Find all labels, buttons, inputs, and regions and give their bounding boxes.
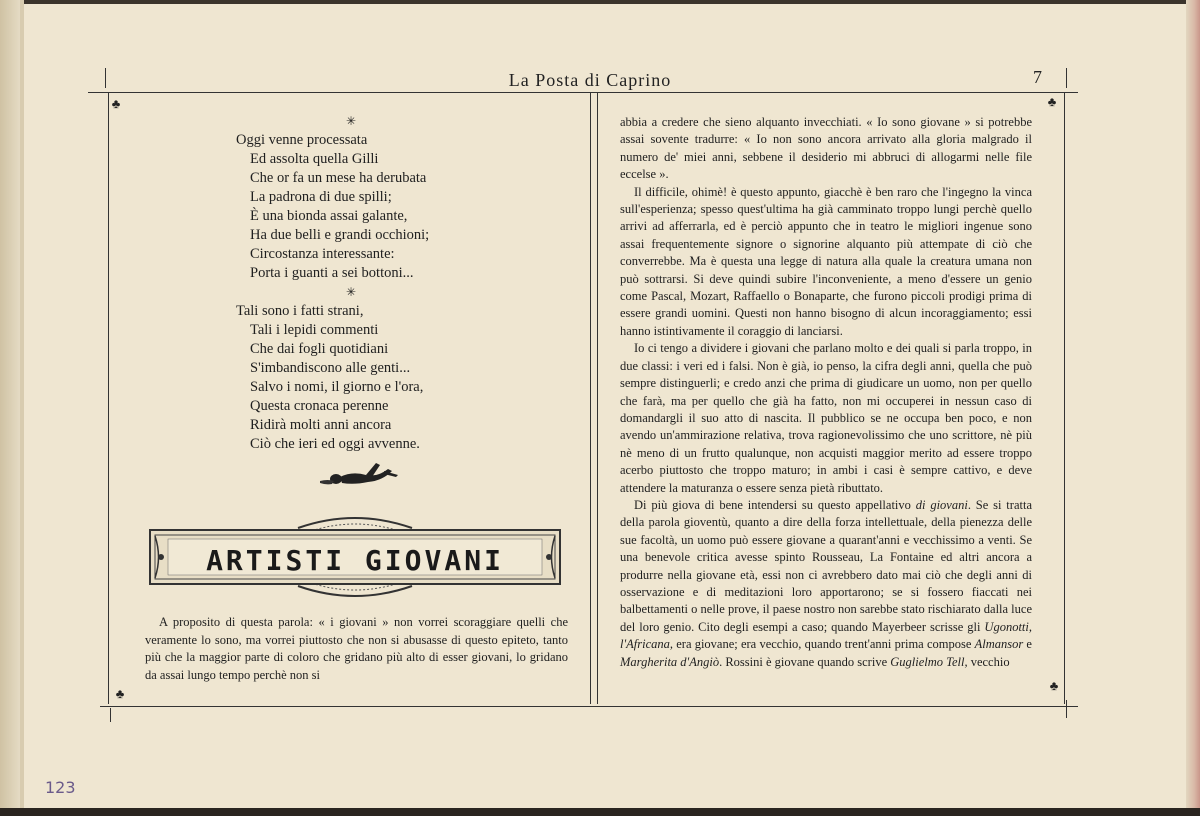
header-tick-left bbox=[105, 68, 106, 88]
paragraph: Il difficile, ohimè! è questo appunto, giacchè è ben raro che l'ingegno la vinca sull'esperienza; spesso quest'ultima ha già camminato troppo lungi perchè quello arrivi ad afferrarla, ed è perciò appunto che in teatro le migliori ingenue sono assai frequentemente signore o signorine alquanto più attempate di ciò che converrebbe. Ma è questa una legge di natura alla quale la creatura umana non può sottrarsi. Si deve quindi subire l'inconveniente, a meno d'essere un genio come Pascal, Mozart, Raffaello o Bonaparte, che furono piccoli prodigi prima di essere grandi uomini. Questi non hanno bisogno di alcun incoraggiamento; essi hanno istintivamente il coraggio di lanciarsi. bbox=[620, 184, 1032, 338]
corner-ornament-icon: ♣ bbox=[1049, 678, 1059, 693]
poem-separator: ✳ bbox=[346, 114, 357, 128]
text-run: vecchio bbox=[967, 654, 1010, 669]
poem-line: Tali sono i fatti strani, bbox=[236, 303, 364, 319]
poem-line: Porta i guanti a sei bottoni... bbox=[250, 265, 414, 281]
poem-line: La padrona di due spilli; bbox=[250, 189, 392, 205]
italic-term: di giovani bbox=[915, 497, 968, 512]
frame-right-rule bbox=[1064, 92, 1065, 704]
bottom-edge bbox=[0, 808, 1200, 816]
italic-term: Guglielmo Tell, bbox=[890, 654, 968, 669]
poem-line: Circostanza interessante: bbox=[250, 246, 395, 262]
poem bbox=[236, 112, 566, 454]
poem-line: Ciò che ieri ed oggi avvenne. bbox=[250, 436, 420, 452]
footer-tick-right bbox=[1066, 700, 1067, 718]
corner-ornament-icon: ♣ bbox=[111, 96, 121, 111]
paragraph bbox=[620, 497, 1032, 671]
frame-top-rule bbox=[88, 92, 1078, 93]
margin-handwritten-number: 123 bbox=[45, 778, 76, 797]
page-edge bbox=[1186, 0, 1200, 816]
right-column bbox=[620, 114, 1032, 671]
poem-line: Ed assolta quella Gilli bbox=[250, 151, 379, 167]
top-edge bbox=[0, 0, 1200, 4]
banner-title: ARTISTI GIOVANI bbox=[206, 544, 504, 577]
text-run: Di più giova di bene intendersi su questo appellativo bbox=[634, 497, 916, 512]
corner-ornament-icon: ♣ bbox=[1047, 94, 1057, 109]
poem-line: Ha due belli e grandi occhioni; bbox=[250, 227, 430, 243]
poem-line: Oggi venne processata bbox=[236, 132, 368, 148]
poem-separator: ✳ bbox=[346, 285, 357, 299]
poem-line: Questa cronaca perenne bbox=[250, 398, 389, 414]
poem-line: S'imbandiscono alle genti... bbox=[250, 360, 411, 376]
text-run: . Rossini è giovane quando scrive bbox=[719, 654, 891, 669]
italic-term: Ugonotti, l'Africana, bbox=[620, 619, 1032, 652]
spine-shadow bbox=[20, 0, 24, 816]
footer-tick-left bbox=[110, 708, 111, 722]
poem-line: Che dai fogli quotidiani bbox=[250, 341, 389, 357]
column-rule-a bbox=[590, 92, 591, 704]
corner-ornament-icon: ♣ bbox=[115, 686, 125, 701]
poem-line: È una bionda assai galante, bbox=[250, 208, 408, 224]
paragraph: Io ci tengo a dividere i giovani che parlano molto e dei quali si parla troppo, in due classi: i veri ed i falsi. Non è già, io penso, la cifra degli anni, quella che può sempre distinguerli; e credo anzi che prima di giudicare un uomo, non per quello che farà, ma per quello che già ha fatto, non mi occuperei in nessun caso di domandargli il suo atto di nascita. Il pubblico se ne occupa ben poco, e non avendo un'ammirazione relativa, trova ragionevolissimo che uno scrittore, nè più nè meno di un frutto qualunque, non acquisti maggior merito ad essere troppo acerbo piuttosto che troppo maturo; in ambi i casi è sempre cattivo, e deve attendere la maturanza o essere senza pietà ributtato. bbox=[620, 341, 1032, 495]
poem-line: Ridirà molti anni ancora bbox=[250, 417, 392, 433]
text-run: . Se si tratta della parola gioventù, quanto a dire della forza intellettuale, della pienezza delle sue facoltà, un uomo può essere giovane a quarant'anni e vecchissimo a venti. Se una benevole critica avesse spinto Rousseau, La Fontaine ed altri ancora a produrre nella giovane età, essi non ci avrebbero dato mai ciò che degli anni di osservazione e di meditazioni loro apportarono; se si fossero fiaccati nei balbettamenti o nelle prove, il paese nostro non sarebbe stato rischiarato dalla luce del loro genio. Cito degli esempi a caso; quando Mayerbeer scrisse gli bbox=[620, 497, 1033, 634]
page-number: 7 bbox=[1033, 67, 1042, 87]
cherub-vignette-icon bbox=[318, 455, 400, 489]
paragraph-text: A proposito di questa parola: « i giovani » non vorrei scoraggiare quelli che veramente lo sono, ma vorrei piuttosto che non si abusasse di questo epiteto, tanto più che la maggior parte di coloro che gridano più alto di esser giovani, lo gridano da assai lungo tempo perchè non si bbox=[145, 615, 568, 682]
text-run: e bbox=[1023, 637, 1032, 652]
italic-term: Almansor bbox=[974, 637, 1024, 652]
italic-term: Margherita d'Angiò bbox=[620, 654, 720, 669]
header-tick-right bbox=[1066, 68, 1067, 88]
page-header-title: La Posta di Caprino bbox=[508, 70, 672, 90]
section-banner bbox=[148, 510, 562, 604]
text-run: era giovane; era vecchio, quando trent'anni prima compose bbox=[673, 637, 975, 652]
frame-bottom-rule bbox=[100, 706, 1078, 707]
article-intro-paragraph bbox=[145, 614, 568, 684]
column-rule-b bbox=[597, 92, 598, 704]
frame-left-rule bbox=[108, 92, 109, 704]
poem-line: Salvo i nomi, il giorno e l'ora, bbox=[250, 379, 424, 395]
book-spine bbox=[0, 0, 20, 816]
poem-line: Tali i lepidi commenti bbox=[250, 322, 379, 338]
poem-line: Che or fa un mese ha derubata bbox=[250, 170, 427, 186]
paragraph: abbia a credere che sieno alquanto invecchiati. « Io sono giovane » si potrebbe assai sovente tradurre: « Io non sono ancora arrivato alla gloria malgrado il numero de' miei anni, sebbene il desiderio mi abbruci di allogarmi nelle file eccelse ». bbox=[620, 115, 1032, 182]
